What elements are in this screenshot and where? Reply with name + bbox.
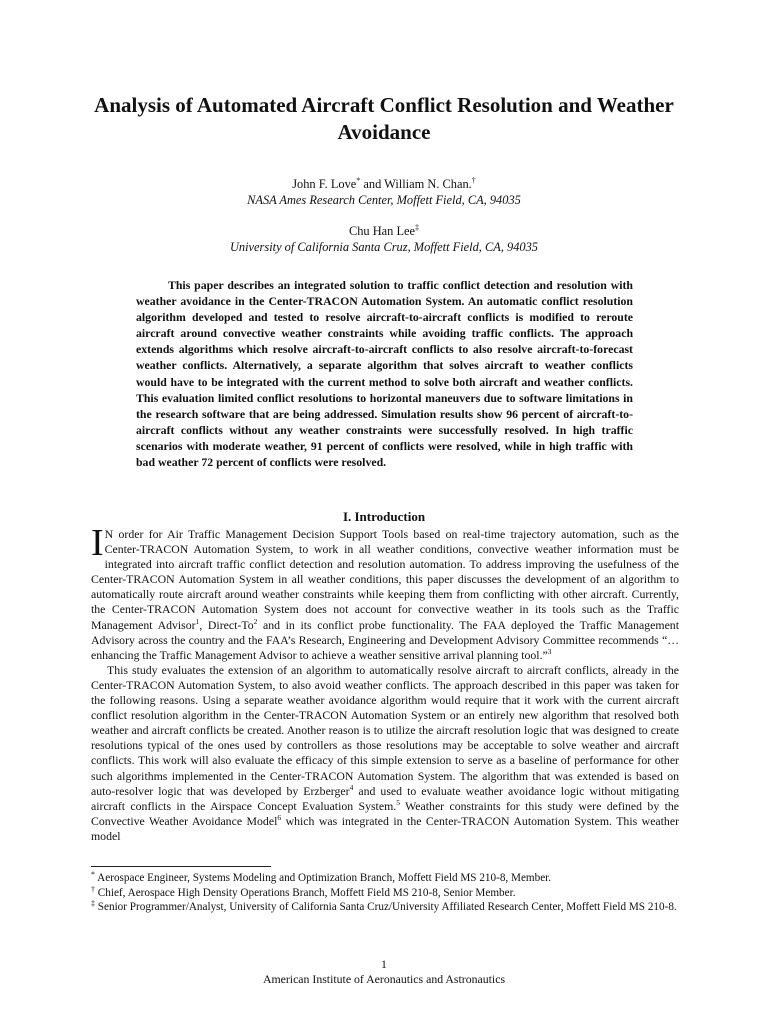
footnote-3-text: Senior Programmer/Analyst, University of California Santa Cruz/University Affiliated Research Center, Moffett Field MS 210-8.: [95, 901, 677, 914]
drop-cap-letter: I: [91, 522, 104, 564]
intro-p1-text-b: , Direct-To: [199, 617, 254, 632]
affiliation-nasa-ames: NASA Ames Research Center, Moffett Field, CA, 94035: [247, 193, 521, 207]
footnote-1-mark: *: [91, 870, 95, 879]
author-john-love: John F. Love: [292, 177, 357, 191]
author-chu-han-lee: Chu Han Lee: [348, 224, 416, 238]
citation-1: 1: [195, 616, 200, 626]
footnote-divider: [91, 866, 271, 867]
intro-paragraph-2: [91, 663, 679, 844]
footnote-2-text: Chief, Aerospace High Density Operations Branch, Moffett Field MS 210-8, Senior Member.: [95, 886, 516, 899]
citation-4: 4: [349, 782, 354, 792]
author-1-footnote-mark: *: [356, 176, 361, 185]
abstract-text: This paper describes an integrated solution to traffic conflict detection and resolution with weather avoidance in the Center-TRACON Automation System. An automatic conflict resolution algorithm developed and tested to resolve aircraft-to-aircraft conflicts is modified to reroute aircraft around convective weather constraints while avoiding traffic conflicts. The approach extends algorithms which resolve aircraft-to-aircraft conflicts to also resolve aircraft-to-forecast weather conflicts. Alternatively, a separate algorithm that solves aircraft to weather conflicts would have to be integrated with the current method to solve both aircraft and weather conflicts. This evaluation limited conflict resolutions to horizontal maneuvers due to software limitations in the research software that are being addressed. Simulation results show 96 percent of aircraft-to-aircraft conflicts without any weather constraints were successfully resolved. In high traffic scenarios with moderate weather, 91 percent of conflicts were resolved, while in high traffic with bad weather 72 percent of conflicts were resolved.: [136, 278, 633, 470]
page-footer: [60, 957, 708, 987]
citation-5: 5: [396, 797, 400, 807]
footnote-1-text: Aerospace Engineer, Systems Modeling and Optimization Branch, Moffett Field MS 210-8, Member.: [95, 872, 552, 884]
footnote-2: [91, 886, 679, 901]
footnote-3-mark: ‡: [91, 899, 95, 909]
intro-p1-text-a: N order for Air Traffic Management Decision Support Tools based on real-time trajectory automation, such as the Center-TRACON Automation System, to work in all weather conditions, convective weather information must be integrated into aircraft traffic conflict detection and resolution automation. To address improving the usefulness of the Center-TRACON Automation System in all weather conditions, this paper discusses the development of an algorithm to automatically route aircraft around weather constraints while keeping them from conflicting with other aircraft. Currently, the Center-TRACON Automation System does not account for convective weather in its tools such as the Traffic Management Advisor: [91, 527, 679, 632]
author-line-2: [60, 223, 708, 239]
author-connector: and: [360, 177, 385, 191]
citation-3: 3: [547, 646, 552, 656]
author-block-2: [60, 223, 708, 255]
page-number: 1: [381, 957, 387, 971]
author-2-footnote-mark: †: [471, 176, 476, 185]
author-william-chan: William N. Chan.: [384, 177, 472, 191]
footnote-1: [91, 871, 679, 886]
footnotes: [91, 871, 679, 915]
citation-2: 2: [253, 616, 258, 626]
intro-p2-text-a: This study evaluates the extension of an algorithm to automatically resolve aircraft to aircraft conflicts, already in the Center-TRACON Automation System, to also avoid weather conflicts. The approach described in this paper was taken for the following reasons. Using a separate weather avoidance algorithm would require that it work with the current aircraft conflict resolution algorithm in the Center-TRACON Automation System or an entirely new algorithm that resolved both weather and aircraft conflicts be created. Another reason is to utilize the aircraft resolution logic that was designed to create resolutions typical of the ones used by controllers as those resolutions may be acceptable to solve weather and aircraft conflicts. This work will also evaluate the efficacy of this simple extension to serve as a baseline of performance for other such algorithms implemented in the Center-TRACON Automation System. The algorithm that was extended is based on auto-resolver logic that was developed by Erzberger: [91, 662, 679, 798]
footnote-2-mark: †: [91, 884, 95, 894]
affiliation-uc-santa-cruz: University of California Santa Cruz, Moffett Field, CA, 94035: [229, 240, 539, 254]
author-3-footnote-mark: ‡: [415, 223, 420, 232]
intro-p2-text-b: and used to evaluate weather avoidance logic without mitigating aircraft conflicts in the Airspace Concept Evaluation System.: [91, 783, 679, 813]
intro-p1-text-c: and in its conflict probe functionality. The FAA deployed the Traffic Management Advisory across the country and the FAA’s Research, Engineering and Development Advisory Committee recommends “…enhancing the Traffic Management Advisor to achieve a weather sensitive arrival planning tool.”: [91, 617, 679, 662]
introduction-body: [91, 522, 680, 844]
author-block-1: [60, 176, 708, 208]
citation-6: 6: [277, 812, 282, 822]
footnote-3: [91, 900, 679, 915]
footer-organization: American Institute of Aeronautics and Astronautics: [262, 972, 506, 986]
intro-p2-text-d: which was integrated in the Center-TRACON Automation System. This weather model: [91, 813, 680, 843]
author-line-1: [60, 176, 708, 192]
section-heading-introduction: I. Introduction: [342, 509, 426, 524]
intro-paragraph-1: [91, 522, 679, 663]
paper-title: Analysis of Automated Aircraft Conflict Resolution and Weather Avoidance: [94, 93, 674, 144]
intro-p2-text-c: Weather constraints for this study were defined by the Convective Weather Avoidance Model: [91, 798, 680, 828]
